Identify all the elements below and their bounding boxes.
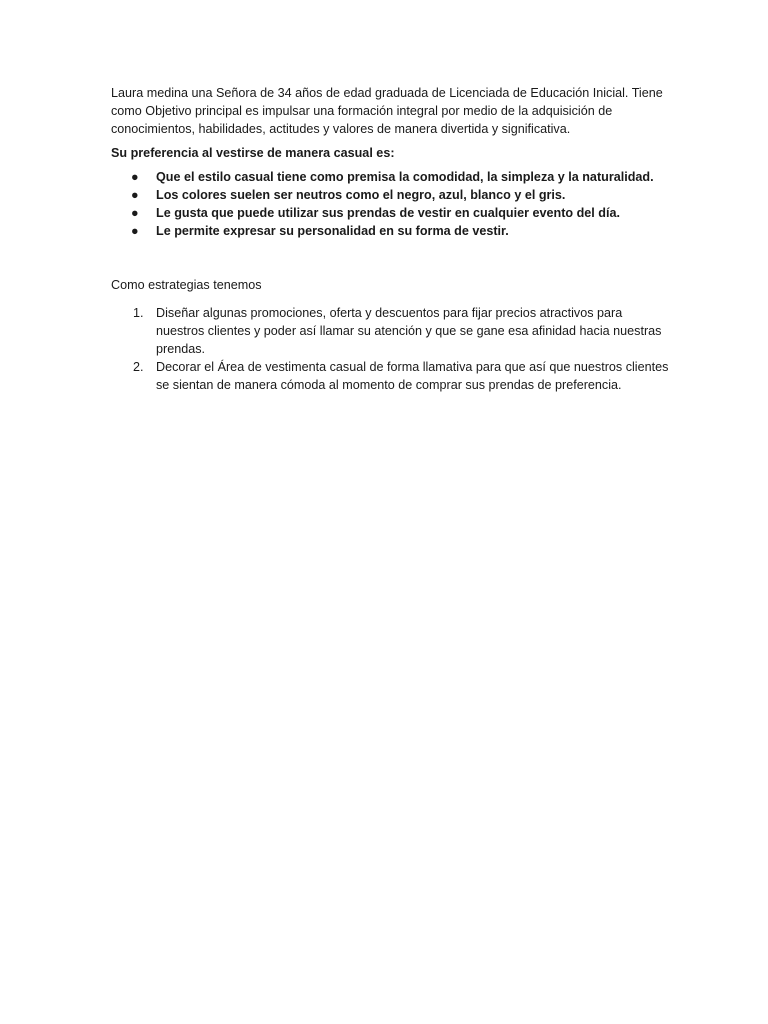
- list-item: [111, 186, 671, 204]
- step-number: 1.: [133, 306, 144, 320]
- preference-heading: Su preferencia al vestirse de manera casual es:: [111, 146, 395, 160]
- list-item-text: Decorar el Área de vestimenta casual de forma llamativa para que así que nuestros clientes se sientan de manera cómoda al momento de comprar sus prendas de preferencia.: [156, 360, 669, 392]
- list-item: [111, 358, 671, 394]
- bullet-icon: ●: [131, 170, 139, 184]
- strategies-list: [111, 304, 671, 394]
- strategies-heading: Como estrategias tenemos: [111, 278, 262, 292]
- intro-paragraph: Laura medina una Señora de 34 años de edad graduada de Licenciada de Educación Inicial. Tiene como Objetivo principal es impulsar una formación integral por medio de la adquisición de conocimientos, habilidades, actitudes y valores de manera divertida y significativa.: [111, 86, 663, 136]
- list-item-text: Los colores suelen ser neutros como el negro, azul, blanco y el gris.: [156, 188, 566, 202]
- list-item: [111, 304, 671, 358]
- document-page: [111, 84, 671, 394]
- bullet-icon: ●: [131, 188, 139, 202]
- step-number: 2.: [133, 360, 144, 374]
- list-item: [111, 222, 671, 240]
- list-item-text: Diseñar algunas promociones, oferta y descuentos para fijar precios atractivos para nuestros clientes y poder así llamar su atención y que se gane esa afinidad hacia nuestras prendas.: [156, 306, 662, 356]
- list-item-text: Le permite expresar su personalidad en su forma de vestir.: [156, 224, 509, 238]
- list-item: [111, 168, 671, 186]
- list-item-text: Le gusta que puede utilizar sus prendas de vestir en cualquier evento del día.: [156, 206, 620, 220]
- list-item: [111, 204, 671, 222]
- bullet-icon: ●: [131, 224, 139, 238]
- preference-list: [111, 168, 671, 240]
- list-item-text: Que el estilo casual tiene como premisa la comodidad, la simpleza y la naturalidad.: [156, 170, 654, 184]
- bullet-icon: ●: [131, 206, 139, 220]
